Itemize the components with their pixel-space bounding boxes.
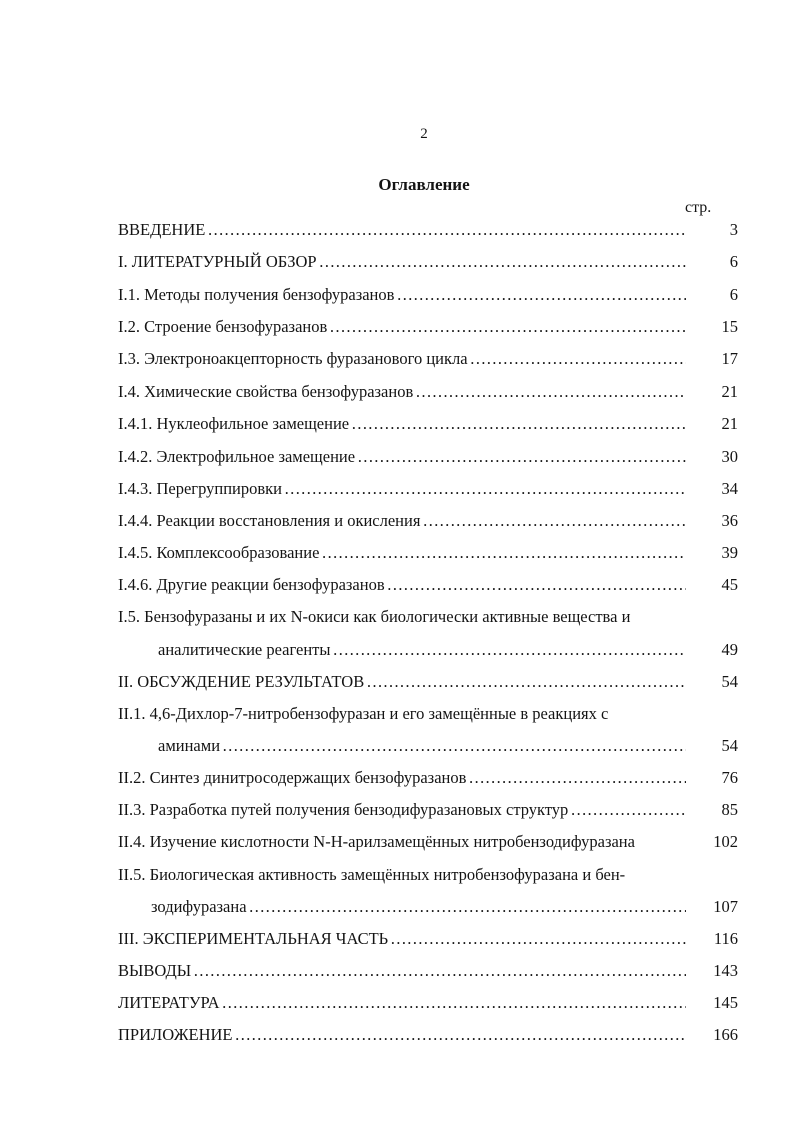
toc-entry-i4-1[interactable] — [118, 408, 738, 440]
entry-page: 116 — [713, 929, 738, 948]
entry-text: ВЫВОДЫ — [118, 955, 193, 987]
page-column-label: стр. — [685, 199, 712, 216]
leader-dots — [118, 923, 686, 955]
leader-dots — [118, 569, 686, 601]
entry-text: зодифуразана — [151, 891, 249, 923]
entry-page: 21 — [721, 382, 738, 401]
entry-page: 54 — [721, 672, 738, 691]
toc-entry-experimental[interactable] — [118, 923, 738, 955]
leader-dots — [118, 473, 686, 505]
toc-entry-ii2[interactable] — [118, 762, 738, 794]
entry-text: I.3. Электроноакцепторность фуразанового цикла — [118, 343, 470, 375]
entry-page: 76 — [721, 768, 738, 787]
leader-dots — [118, 376, 686, 408]
entry-page: 6 — [729, 285, 738, 304]
toc-entry-discussion[interactable] — [118, 666, 738, 698]
toc-entry-i5[interactable] — [158, 634, 738, 666]
entry-text: III. ЭКСПЕРИМЕНТАЛЬНАЯ ЧАСТЬ — [118, 923, 390, 955]
entry-page: 143 — [713, 961, 738, 980]
leader-dots — [118, 762, 686, 794]
entry-page: 85 — [721, 800, 738, 819]
leader-dots — [118, 505, 686, 537]
entry-page: 36 — [721, 511, 738, 530]
toc-entry-i4-5[interactable] — [118, 537, 738, 569]
entry-page: 30 — [721, 447, 738, 466]
entry-page: 34 — [721, 479, 738, 498]
entry-text: аминами — [158, 730, 222, 762]
leader-dots — [118, 794, 686, 826]
entry-page: 102 — [713, 832, 738, 851]
entry-text: I.4.1. Нуклеофильное замещение — [118, 408, 351, 440]
entry-text: II.4. Изучение кислотности N-H-арилзамещённых нитробензодифуразана — [118, 832, 635, 851]
entry-text: II. ОБСУЖДЕНИЕ РЕЗУЛЬТАТОВ — [118, 666, 366, 698]
entry-text: I.4.3. Перегруппировки — [118, 473, 284, 505]
leader-dots — [158, 634, 686, 666]
leader-dots — [118, 311, 686, 343]
entry-page: 3 — [729, 220, 738, 239]
entry-page: 166 — [713, 1025, 738, 1044]
toc-entry-i4-2[interactable] — [118, 441, 738, 473]
toc-entry-ii4[interactable] — [118, 826, 738, 858]
entry-text: ПРИЛОЖЕНИЕ — [118, 1019, 234, 1051]
entry-page: 54 — [721, 736, 738, 755]
leader-dots — [158, 730, 686, 762]
toc-entry-i3[interactable] — [118, 343, 738, 375]
leader-dots — [118, 955, 686, 987]
entry-page: 21 — [721, 414, 738, 433]
leader-dots — [118, 408, 686, 440]
entry-text: I.1. Методы получения бензофуразанов — [118, 279, 396, 311]
toc-entry-conclusions[interactable] — [118, 955, 738, 987]
entry-text: I.4. Химические свойства бензофуразанов — [118, 376, 415, 408]
toc-entry-ii1[interactable] — [158, 730, 738, 762]
entry-page: 17 — [721, 349, 738, 368]
entry-text: I. ЛИТЕРАТУРНЫЙ ОБЗОР — [118, 246, 319, 278]
leader-dots — [118, 441, 686, 473]
page-number: 2 — [420, 126, 428, 142]
toc-entry-literature-review[interactable] — [118, 246, 738, 278]
toc-entry-references[interactable] — [118, 987, 738, 1019]
leader-dots — [118, 666, 686, 698]
toc-entry-i1[interactable] — [118, 279, 738, 311]
toc-entry-i4[interactable] — [118, 376, 738, 408]
entry-text: II.2. Синтез динитросодержащих бензофуразанов — [118, 762, 468, 794]
entry-text: аналитические реагенты — [158, 634, 332, 666]
leader-dots — [118, 246, 686, 278]
leader-dots — [118, 987, 686, 1019]
toc-entry-ii5-line1[interactable]: II.5. Биологическая активность замещённых нитробензофуразана и бен- — [118, 865, 626, 884]
toc-entry-ii3[interactable] — [118, 794, 738, 826]
entry-page: 15 — [721, 317, 738, 336]
toc-entry-ii5[interactable] — [151, 891, 738, 923]
toc-entry-introduction[interactable] — [118, 214, 738, 246]
toc-entry-i2[interactable] — [118, 311, 738, 343]
entry-text: I.4.2. Электрофильное замещение — [118, 441, 357, 473]
entry-text: I.4.5. Комплексообразование — [118, 537, 321, 569]
entry-page: 145 — [713, 993, 738, 1012]
leader-dots — [118, 343, 686, 375]
entry-text: I.4.6. Другие реакции бензофуразанов — [118, 569, 387, 601]
page-title: Оглавление — [378, 175, 470, 194]
toc-entry-i5-line1[interactable]: I.5. Бензофуразаны и их N-окиси как биологически активные вещества и — [118, 607, 631, 626]
entry-page: 107 — [713, 897, 738, 916]
leader-dots — [118, 537, 686, 569]
toc-entry-i4-3[interactable] — [118, 473, 738, 505]
entry-text: I.2. Строение бензофуразанов — [118, 311, 329, 343]
entry-text: ВВЕДЕНИЕ — [118, 214, 207, 246]
toc-entry-i4-6[interactable] — [118, 569, 738, 601]
entry-page: 49 — [721, 640, 738, 659]
entry-text: II.3. Разработка путей получения бензодифуразановых структур — [118, 794, 570, 826]
leader-dots — [151, 891, 686, 923]
entry-text: I.4.4. Реакции восстановления и окисления — [118, 505, 422, 537]
leader-dots — [118, 279, 686, 311]
entry-text: ЛИТЕРАТУРА — [118, 987, 222, 1019]
toc-entry-ii1-line1[interactable]: II.1. 4,6-Дихлор-7-нитробензофуразан и его замещённые в реакциях с — [118, 704, 609, 723]
entry-page: 45 — [721, 575, 738, 594]
toc-entry-appendix[interactable] — [118, 1019, 738, 1051]
leader-dots — [118, 214, 686, 246]
entry-page: 6 — [729, 252, 738, 271]
entry-page: 39 — [721, 543, 738, 562]
toc-entry-i4-4[interactable] — [118, 505, 738, 537]
leader-dots — [118, 1019, 686, 1051]
